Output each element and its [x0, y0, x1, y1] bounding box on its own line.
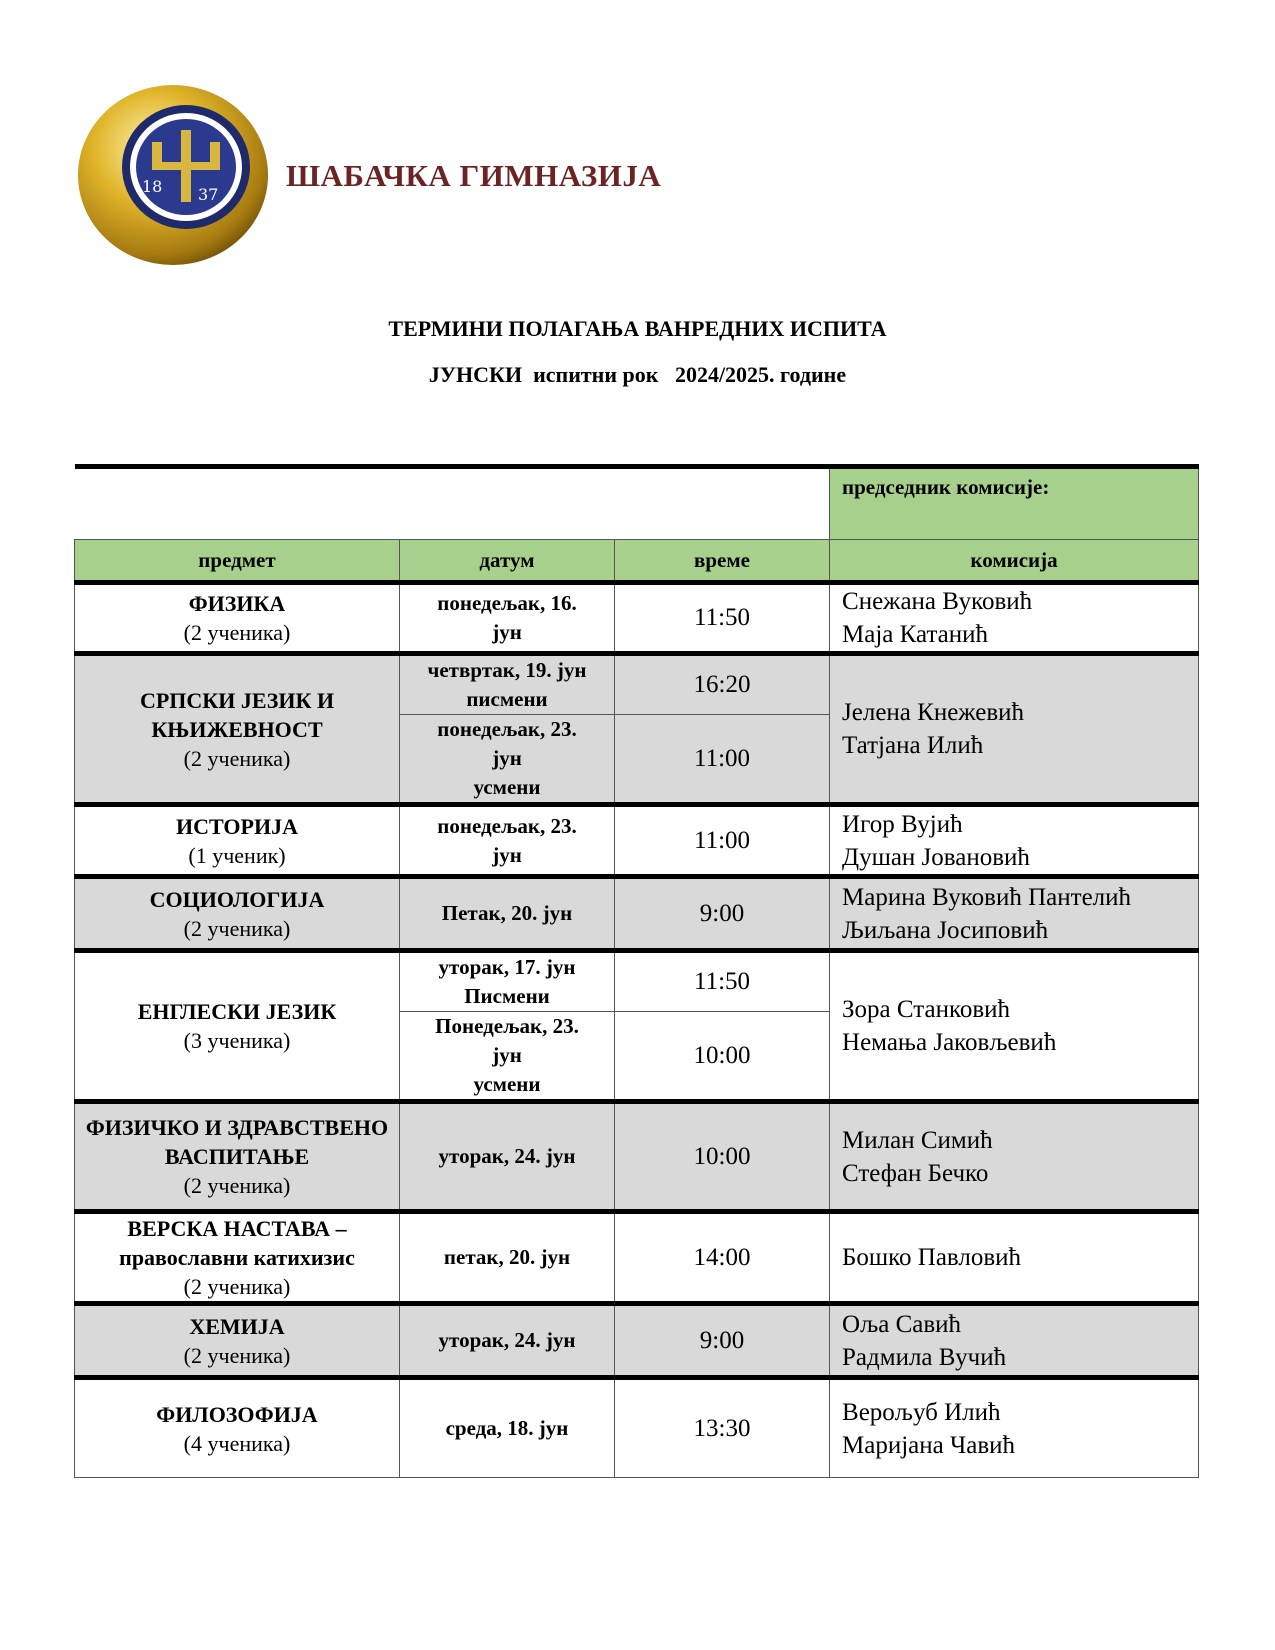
date-line: петак, 20. јун [443, 1245, 571, 1269]
committee-president-label: председник комисије: [830, 467, 1199, 540]
student-count: (2 ученика) [183, 1173, 291, 1198]
date-cell [400, 1304, 615, 1378]
table-row [75, 951, 1199, 1012]
committee-member: Душан Јовановић [842, 843, 1030, 871]
committee-cell [830, 1212, 1199, 1304]
committee-member: Милан Симић [842, 1126, 993, 1154]
student-count: (1 ученик) [188, 842, 286, 868]
date-line: јун [492, 1043, 522, 1067]
date-line: уторак, 24. јун [438, 1144, 576, 1168]
committee-member: Верољуб Илић [842, 1398, 1001, 1426]
date-line: јун [492, 842, 522, 867]
subject-name: СОЦИОЛОГИЈА [149, 886, 325, 912]
student-count: (2 ученика) [183, 1274, 291, 1299]
date-cell [400, 1102, 615, 1212]
committee-member: Бошко Павловић [842, 1244, 1022, 1271]
committee-cell [830, 805, 1199, 877]
column-header-committee: комисија [830, 540, 1199, 583]
date-cell [400, 951, 615, 1012]
committee-member: Оља Савић [842, 1310, 962, 1338]
svg-text:37: 37 [198, 185, 219, 204]
subject-cell [75, 877, 400, 951]
student-count: (2 ученика) [183, 915, 291, 941]
committee-member: Маја Катанић [842, 621, 989, 648]
subject-cell [75, 1304, 400, 1378]
time-cell: 11:00 [615, 715, 830, 805]
committee-cell [830, 951, 1199, 1102]
svg-text:18: 18 [142, 177, 163, 196]
table-row [75, 583, 1199, 654]
student-count: (2 ученика) [183, 745, 291, 771]
committee-member: Јелена Кнежевић [842, 699, 1025, 726]
date-cell [400, 1212, 615, 1304]
document-subtitle: ЈУНСКИ испитни рок 2024/2025. године [428, 362, 847, 387]
time-cell: 14:00 [615, 1212, 830, 1304]
committee-member: Немања Јаковљевић [842, 1029, 1057, 1056]
committee-cell [830, 877, 1199, 951]
subject-cell [75, 1378, 400, 1478]
time-cell: 10:00 [615, 1102, 830, 1212]
date-line: усмени [473, 1072, 541, 1096]
subject-name: ФИЗИКА [188, 591, 286, 616]
subject-cell [75, 1102, 400, 1212]
subject-cell [75, 583, 400, 654]
subject-name: ФИЗИЧКО И ЗДРАВСТВЕНО ВАСПИТАЊЕ [85, 1115, 389, 1169]
time-cell: 11:00 [615, 805, 830, 877]
time-cell: 10:00 [615, 1012, 830, 1102]
time-cell: 16:20 [615, 654, 830, 715]
time-cell: 9:00 [615, 877, 830, 951]
time-cell: 9:00 [615, 1304, 830, 1378]
student-count: (2 ученика) [183, 1342, 291, 1368]
committee-cell [830, 1102, 1199, 1212]
committee-member: Љиљана Јосиповић [842, 916, 1049, 944]
date-cell [400, 805, 615, 877]
subject-cell [75, 1212, 400, 1304]
school-logo [74, 82, 272, 268]
school-name: ШАБАЧКА ГИМНАЗИЈА [286, 158, 662, 193]
date-line: писмени [466, 687, 548, 711]
committee-member: Радмила Вучић [842, 1343, 1007, 1371]
exam-schedule-table [74, 464, 1199, 1478]
student-count: (2 ученика) [183, 620, 291, 645]
committee-member: Стефан Бечко [842, 1159, 989, 1187]
committee-cell [830, 583, 1199, 654]
date-line: јун [492, 746, 522, 770]
date-cell [400, 877, 615, 951]
table-row [75, 1378, 1199, 1478]
committee-member: Маријана Чавић [842, 1431, 1016, 1459]
student-count: (3 ученика) [183, 1028, 291, 1053]
table-row [75, 805, 1199, 877]
subject-name: ВЕРСКА НАСТАВА – православни катихизис [119, 1216, 355, 1270]
date-cell [400, 654, 615, 715]
date-cell [400, 1378, 615, 1478]
time-cell: 11:50 [615, 951, 830, 1012]
student-count: (4 ученика) [183, 1430, 291, 1456]
time-cell: 13:30 [615, 1378, 830, 1478]
subject-name: ФИЛОЗОФИЈА [156, 1401, 318, 1427]
table-row [75, 1102, 1199, 1212]
subject-cell [75, 951, 400, 1102]
date-line: уторак, 24. јун [438, 1328, 576, 1352]
committee-cell [830, 1378, 1199, 1478]
column-header-date: датум [400, 540, 615, 583]
date-line: понедељак, 16. [437, 591, 577, 615]
date-line: јун [492, 620, 522, 644]
date-cell [400, 715, 615, 805]
committee-member: Зора Станковић [842, 996, 1011, 1023]
date-line: четвртак, 19. јун [427, 658, 587, 682]
committee-cell [830, 1304, 1199, 1378]
committee-member: Игор Вујић [842, 810, 963, 838]
table-row [75, 1212, 1199, 1304]
subject-name: ИСТОРИЈА [176, 813, 298, 839]
subject-name: ЕНГЛЕСКИ ЈЕЗИК [137, 999, 337, 1024]
subject-cell [75, 654, 400, 805]
date-cell [400, 1012, 615, 1102]
blank-header-cell [75, 467, 830, 540]
time-cell: 11:50 [615, 583, 830, 654]
table-row [75, 877, 1199, 951]
committee-member: Снежана Вуковић [842, 588, 1033, 615]
document-title: ТЕРМИНИ ПОЛАГАЊА ВАНРЕДНИХ ИСПИТА [388, 316, 887, 341]
date-line: Писмени [464, 984, 550, 1008]
date-line: Петак, 20. јун [441, 901, 573, 925]
committee-cell [830, 654, 1199, 805]
subject-name: СРПСКИ ЈЕЗИК И КЊИЖЕВНОСТ [139, 687, 335, 742]
date-line: Понедељак, 23. [435, 1014, 579, 1038]
date-line: понедељак, 23. [437, 813, 577, 838]
column-header-time: време [615, 540, 830, 583]
committee-member: Марина Вуковић Пантелић [842, 883, 1132, 911]
date-line: среда, 18. јун [445, 1416, 569, 1440]
date-line: понедељак, 23. [437, 717, 577, 741]
table-row [75, 1304, 1199, 1378]
date-line: усмени [473, 775, 541, 799]
table-row [75, 654, 1199, 715]
subject-cell [75, 805, 400, 877]
date-cell [400, 583, 615, 654]
committee-member: Татјана Илић [842, 732, 984, 759]
subject-name: ХЕМИЈА [189, 1313, 285, 1339]
date-line: уторак, 17. јун [438, 955, 576, 979]
column-header-subject: предмет [75, 540, 400, 583]
